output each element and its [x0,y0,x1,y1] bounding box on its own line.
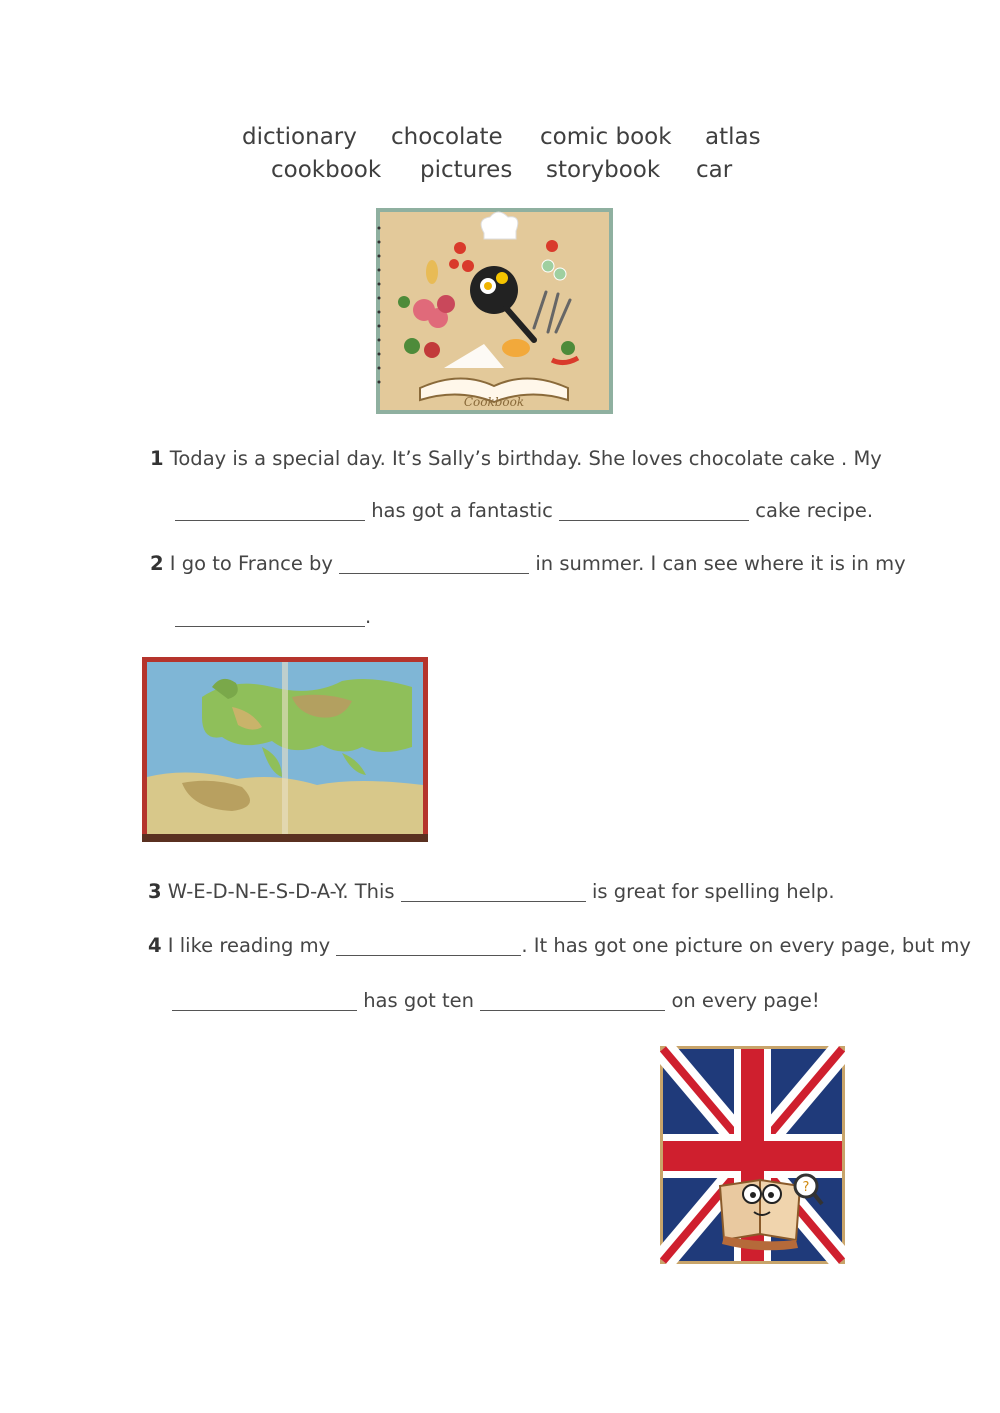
word-bank-chocolate: chocolate [391,124,503,150]
question-4-line-2 [172,989,820,1012]
question-4-text-part-d: on every page! [671,989,820,1012]
cookbook-caption: Cookbook [463,395,525,409]
question-1-blank-2[interactable] [559,500,749,521]
word-bank-pictures: pictures [420,157,513,183]
question-1-number: 1 [150,447,164,470]
question-2-line-1 [150,552,906,575]
cookbook-illustration [376,208,613,414]
question-2-text-part-a: I go to France by [169,552,333,575]
question-3-text-part-a: W-E-D-N-E-S-D-A-Y. This [167,880,395,903]
question-4-blank-1[interactable] [336,935,521,956]
word-bank-comic-book: comic book [540,124,672,150]
union-jack-dictionary-illustration [660,1046,845,1264]
word-bank-cookbook: cookbook [271,157,382,183]
question-1-text-part-a: has got a fantastic [371,499,553,522]
question-2-text-part-b: in summer. I can see where it is in my [535,552,906,575]
question-2-blank-1[interactable] [339,553,529,574]
word-bank-atlas: atlas [705,124,761,150]
question-1-text: Today is a special day. It’s Sally’s birthday. She loves chocolate cake . My [169,447,882,470]
question-1-text-part-b: cake recipe. [755,499,874,522]
question-1-line-2 [175,499,873,522]
word-bank-storybook: storybook [546,157,661,183]
question-3-text-part-b: is great for spelling help. [591,880,835,903]
question-1-blank-1[interactable] [175,500,365,521]
word-bank-dictionary: dictionary [242,124,357,150]
question-2-blank-2[interactable] [175,606,365,627]
question-2-number: 2 [150,552,164,575]
question-4-blank-2[interactable] [172,990,357,1011]
question-2-text-part-c: . [365,605,372,628]
question-1-line-1 [150,447,882,470]
question-4-text-part-b: . It has got one picture on every page, but my [521,934,971,957]
question-3-blank-1[interactable] [401,881,586,902]
question-4-text-part-c: has got ten [363,989,475,1012]
atlas-map-illustration [142,657,428,842]
question-4-number: 4 [148,934,162,957]
question-4-blank-3[interactable] [480,990,665,1011]
question-3-line [148,880,835,903]
svg-text:?: ? [802,1180,810,1195]
question-4-text-part-a: I like reading my [167,934,331,957]
word-bank-car: car [696,157,733,183]
question-4-line-1 [148,934,971,957]
question-2-line-2 [175,605,371,628]
question-3-number: 3 [148,880,162,903]
